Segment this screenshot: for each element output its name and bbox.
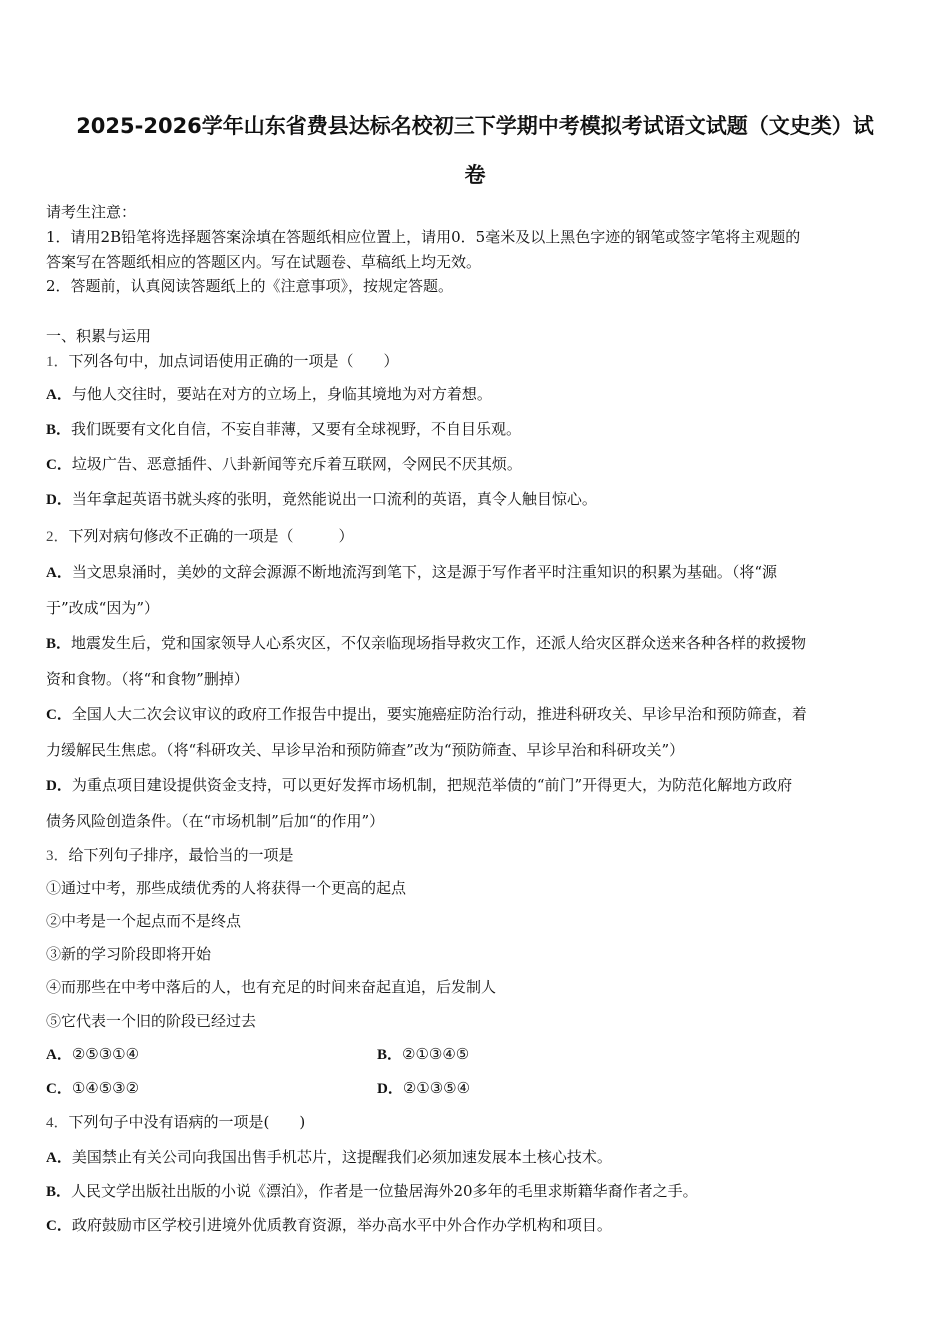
option-label: B． [46,1184,72,1200]
notice-item-1-line-1: 1．请用2B铅笔将选择题答案涂填在答题纸相应位置上，请用0．5毫米及以上黑色字迹的钢笔或签字笔将主观题的 [46,228,801,246]
q2-option-d-line-1 [46,776,906,795]
question-1-stem [46,352,906,371]
q4-option-a [46,1148,906,1167]
question-number: 1． [46,354,69,370]
question-text: 下列对病句修改不正确的一项是（ ） [68,527,354,545]
option-label: A． [46,1150,72,1166]
option-text: 垃圾广告、恶意插件、八卦新闻等充斥着互联网，令网民不厌其烦。 [71,455,522,473]
option-label: B． [46,636,72,652]
option-text: ①④⑤③② [71,1079,140,1097]
option-text: 为重点项目建设提供资金支持，可以更好发挥市场机制，把规范举债的“前门”开得更大，为防范化解地方政府 [71,776,793,794]
question-text: 下列各句中，加点词语使用正确的一项是（ ） [68,352,399,370]
q3-sentence-3: ③新的学习阶段即将开始 [46,945,212,963]
q2-option-c-line-1 [46,705,906,724]
option-text: 全国人大二次会议审议的政府工作报告中提出，要实施癌症防治行动，推进科研攻关、早诊早治和预防筛查，着 [71,705,807,723]
q3-sentence-5: ⑤它代表一个旧的阶段已经过去 [46,1012,257,1030]
q1-option-d [46,490,906,509]
option-label: D． [377,1081,403,1097]
question-text: 给下列句子排序，最恰当的一项是 [68,846,294,864]
q2-option-c-line-2: 力缓解民生焦虑。（将“科研攻关、早诊早治和预防筛查”改为“预防筛查、早诊早治和科研攻关”） [46,741,685,759]
q1-option-a [46,385,906,404]
q3-sentence-4: ④而那些在中考中落后的人，也有充足的时间来奋起直追，后发制人 [46,978,497,996]
q2-option-a-line-1 [46,563,906,582]
q4-option-b [46,1182,906,1201]
option-text: 当年拿起英语书就头疼的张明，竟然能说出一口流利的英语，真令人触目惊心。 [71,490,597,508]
option-text: 我们既要有文化自信，不妄自菲薄，又要有全球视野，不自目乐观。 [71,420,522,438]
notice-item-1-line-2: 答案写在答题纸相应的答题区内。写在试题卷、草稿纸上均无效。 [46,253,482,271]
notice-heading: 请考生注意： [46,203,137,221]
question-number: 4． [46,1115,69,1131]
q4-option-c [46,1216,906,1235]
option-label: C． [46,457,72,473]
option-label: B． [377,1047,403,1063]
option-label: B． [46,422,72,438]
option-text: 地震发生后，党和国家领导人心系灾区，不仅亲临现场指导救灾工作，还派人给灾区群众送来各种各样的救援物 [71,634,807,652]
q2-option-b-line-2: 资和食物。（将“和食物”删掉） [46,670,249,688]
q3-option-b [377,1045,469,1064]
q3-option-c [46,1079,139,1098]
option-text: 美国禁止有关公司向我国出售手机芯片，这提醒我们必须加速发展本土核心技术。 [71,1148,612,1166]
option-label: D． [46,778,72,794]
q3-option-a [46,1045,139,1064]
exam-title-line2: 卷 [464,163,486,187]
option-label: C． [46,1081,72,1097]
option-text: ②①③⑤④ [402,1079,471,1097]
option-text: 当文思泉涌时，美妙的文辞会源源不断地流泻到笔下，这是源于写作者平时注重知识的积累为基础。（将“源 [71,563,778,581]
q2-option-a-line-2: 于”改成“因为”） [46,599,160,617]
q2-option-b-line-1 [46,634,906,653]
exam-title-line1: 2025-2026学年山东省费县达标名校初三下学期中考模拟考试语文试题（文史类）试 [76,114,874,138]
option-label: A． [46,565,72,581]
option-label: C． [46,707,72,723]
notice-item-2: 2．答题前，认真阅读答题纸上的《注意事项》，按规定答题。 [46,277,454,295]
question-text: 下列句子中没有语病的一项是( ) [68,1113,306,1131]
q1-option-b [46,420,906,439]
question-4-stem [46,1113,906,1132]
q3-sentence-2: ②中考是一个起点而不是终点 [46,912,242,930]
option-text: 政府鼓励市区学校引进境外优质教育资源，举办高水平中外合作办学机构和项目。 [71,1216,612,1234]
question-number: 2． [46,529,69,545]
q3-option-d [377,1079,470,1098]
question-number: 3． [46,848,69,864]
option-text: 与他人交往时，要站在对方的立场上，身临其境地为对方着想。 [71,385,492,403]
question-2-stem [46,527,906,546]
question-3-stem [46,846,906,865]
option-text: ②⑤③①④ [71,1045,140,1063]
option-label: D． [46,492,72,508]
section-heading: 一、积累与运用 [46,327,152,345]
q3-sentence-1: ①通过中考，那些成绩优秀的人将获得一个更高的起点 [46,879,407,897]
option-label: A． [46,1047,72,1063]
q2-option-d-line-2: 债务风险创造条件。（在“市场机制”后加“的作用”） [46,812,385,830]
option-text: 人民文学出版社出版的小说《漂泊》，作者是一位蛰居海外20多年的毛里求斯籍华裔作者之手。 [71,1182,698,1200]
option-label: A． [46,387,72,403]
option-label: C． [46,1218,72,1234]
q1-option-c [46,455,906,474]
option-text: ②①③④⑤ [402,1045,470,1063]
